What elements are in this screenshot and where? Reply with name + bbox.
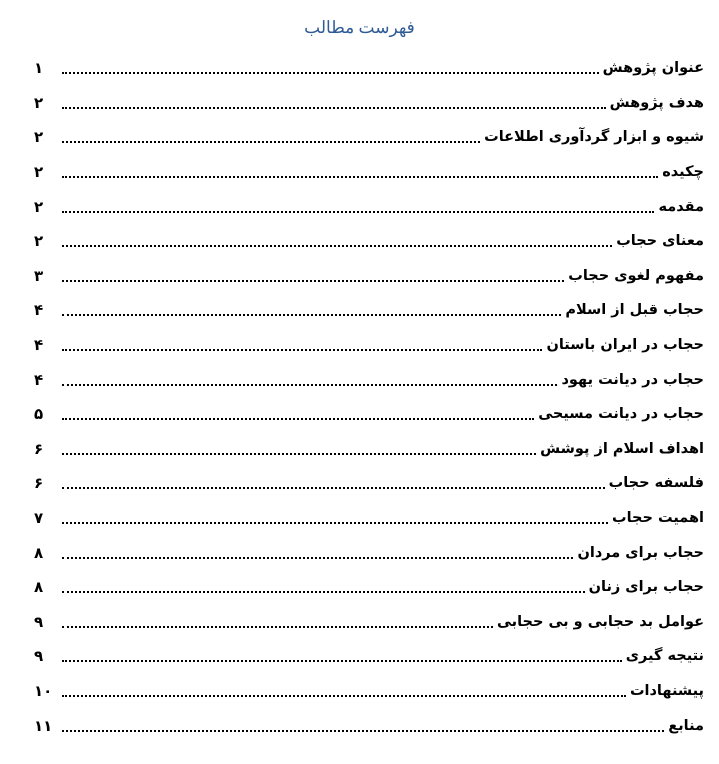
toc-dot-leader bbox=[62, 522, 608, 524]
toc-entry-page-number: ۱ bbox=[34, 59, 44, 78]
toc-dot-leader bbox=[62, 591, 585, 593]
toc-entry-label: چکیده bbox=[662, 164, 704, 181]
toc-entry[interactable] bbox=[34, 51, 704, 86]
toc-dot-leader bbox=[62, 280, 564, 282]
toc-entry[interactable] bbox=[34, 155, 704, 190]
toc-dot-leader bbox=[62, 107, 606, 109]
toc-entry-page-number: ۴ bbox=[34, 336, 44, 355]
toc-entry-page-number: ۶ bbox=[34, 439, 44, 458]
toc-entry[interactable] bbox=[34, 432, 704, 467]
toc-entry[interactable] bbox=[34, 293, 704, 328]
toc-entry-page-number: ۲ bbox=[34, 197, 44, 216]
toc-entry-page-number: ۲ bbox=[34, 93, 44, 112]
toc-dot-leader bbox=[62, 384, 557, 386]
toc-entry-page-number: ۹ bbox=[34, 647, 44, 666]
toc-entry-page-number: ۴ bbox=[34, 301, 44, 320]
toc-entry-label: هدف پژوهش bbox=[609, 94, 704, 111]
toc-entry-page-number: ۵ bbox=[34, 405, 44, 424]
toc-entry-label: شیوه و ابزار گردآوری اطلاعات bbox=[484, 129, 704, 146]
toc-entry-label: معنای حجاب bbox=[616, 233, 704, 250]
toc-entry[interactable] bbox=[34, 708, 704, 743]
toc-list bbox=[34, 51, 704, 743]
toc-dot-leader bbox=[62, 176, 658, 178]
toc-entry-label: مفهوم لغوی حجاب bbox=[568, 267, 704, 284]
toc-entry-page-number: ۸ bbox=[34, 543, 44, 562]
toc-dot-leader bbox=[62, 453, 536, 455]
toc-entry-label: فلسفه حجاب bbox=[608, 475, 704, 492]
toc-entry-page-number: ۹ bbox=[34, 612, 44, 631]
toc-dot-leader bbox=[62, 660, 622, 662]
toc-entry[interactable] bbox=[34, 466, 704, 501]
toc-entry-page-number: ۶ bbox=[34, 474, 44, 493]
toc-dot-leader bbox=[62, 626, 493, 628]
toc-dot-leader bbox=[62, 730, 664, 732]
toc-entry[interactable] bbox=[34, 189, 704, 224]
toc-entry-page-number: ۳ bbox=[34, 266, 44, 285]
toc-entry[interactable] bbox=[34, 362, 704, 397]
toc-dot-leader bbox=[62, 245, 612, 247]
toc-entry[interactable] bbox=[34, 328, 704, 363]
toc-entry-label: پیشنهادات bbox=[629, 682, 704, 699]
toc-entry[interactable] bbox=[34, 639, 704, 674]
toc-entry-page-number: ۷ bbox=[34, 509, 44, 528]
toc-entry-label: عنوان پژوهش bbox=[602, 60, 704, 77]
toc-entry-label: حجاب قبل از اسلام bbox=[565, 302, 704, 319]
toc-dot-leader bbox=[62, 141, 480, 143]
toc-entry-label: نتیجه گیری bbox=[625, 648, 704, 665]
toc-dot-leader bbox=[62, 557, 573, 559]
toc-dot-leader bbox=[62, 418, 534, 420]
toc-entry[interactable] bbox=[34, 674, 704, 709]
toc-entry-label: حجاب در ایران باستان bbox=[546, 337, 704, 354]
toc-entry[interactable] bbox=[34, 605, 704, 640]
toc-dot-leader bbox=[62, 349, 542, 351]
toc-title: فهرست مطالب bbox=[304, 18, 415, 37]
toc-dot-leader bbox=[62, 72, 599, 74]
toc-entry[interactable] bbox=[34, 535, 704, 570]
toc-entry-page-number: ۴ bbox=[34, 370, 44, 389]
toc-entry-page-number: ۲ bbox=[34, 128, 44, 147]
toc-entry[interactable] bbox=[34, 224, 704, 259]
toc-entry-label: منابع bbox=[668, 717, 704, 734]
toc-dot-leader bbox=[62, 487, 605, 489]
toc-entry-page-number: ۲ bbox=[34, 232, 44, 251]
toc-entry[interactable] bbox=[34, 570, 704, 605]
toc-entry-page-number: ۸ bbox=[34, 578, 44, 597]
toc-entry-label: عوامل بد حجابی و بی حجابی bbox=[497, 613, 704, 630]
toc-entry-page-number: ۱۱ bbox=[34, 716, 53, 735]
toc-entry-page-number: ۱۰ bbox=[34, 681, 53, 700]
toc-entry-label: مقدمه bbox=[658, 198, 704, 215]
toc-entry-label: حجاب برای مردان bbox=[577, 544, 704, 561]
toc-entry[interactable] bbox=[34, 397, 704, 432]
toc-entry-page-number: ۲ bbox=[34, 163, 44, 182]
toc-dot-leader bbox=[62, 695, 626, 697]
toc-entry-label: اهمیت حجاب bbox=[612, 510, 704, 527]
toc-entry[interactable] bbox=[34, 86, 704, 121]
toc-entry-label: حجاب برای زنان bbox=[588, 579, 704, 596]
toc-entry-label: حجاب در دیانت یهود bbox=[561, 371, 704, 388]
toc-entry-label: حجاب در دیانت مسیحی bbox=[538, 406, 704, 423]
toc-dot-leader bbox=[62, 211, 654, 213]
toc-entry-label: اهداف اسلام از پوشش bbox=[540, 440, 704, 457]
toc-entry[interactable] bbox=[34, 501, 704, 536]
toc-entry[interactable] bbox=[34, 120, 704, 155]
toc-entry[interactable] bbox=[34, 259, 704, 294]
toc-dot-leader bbox=[62, 314, 561, 316]
